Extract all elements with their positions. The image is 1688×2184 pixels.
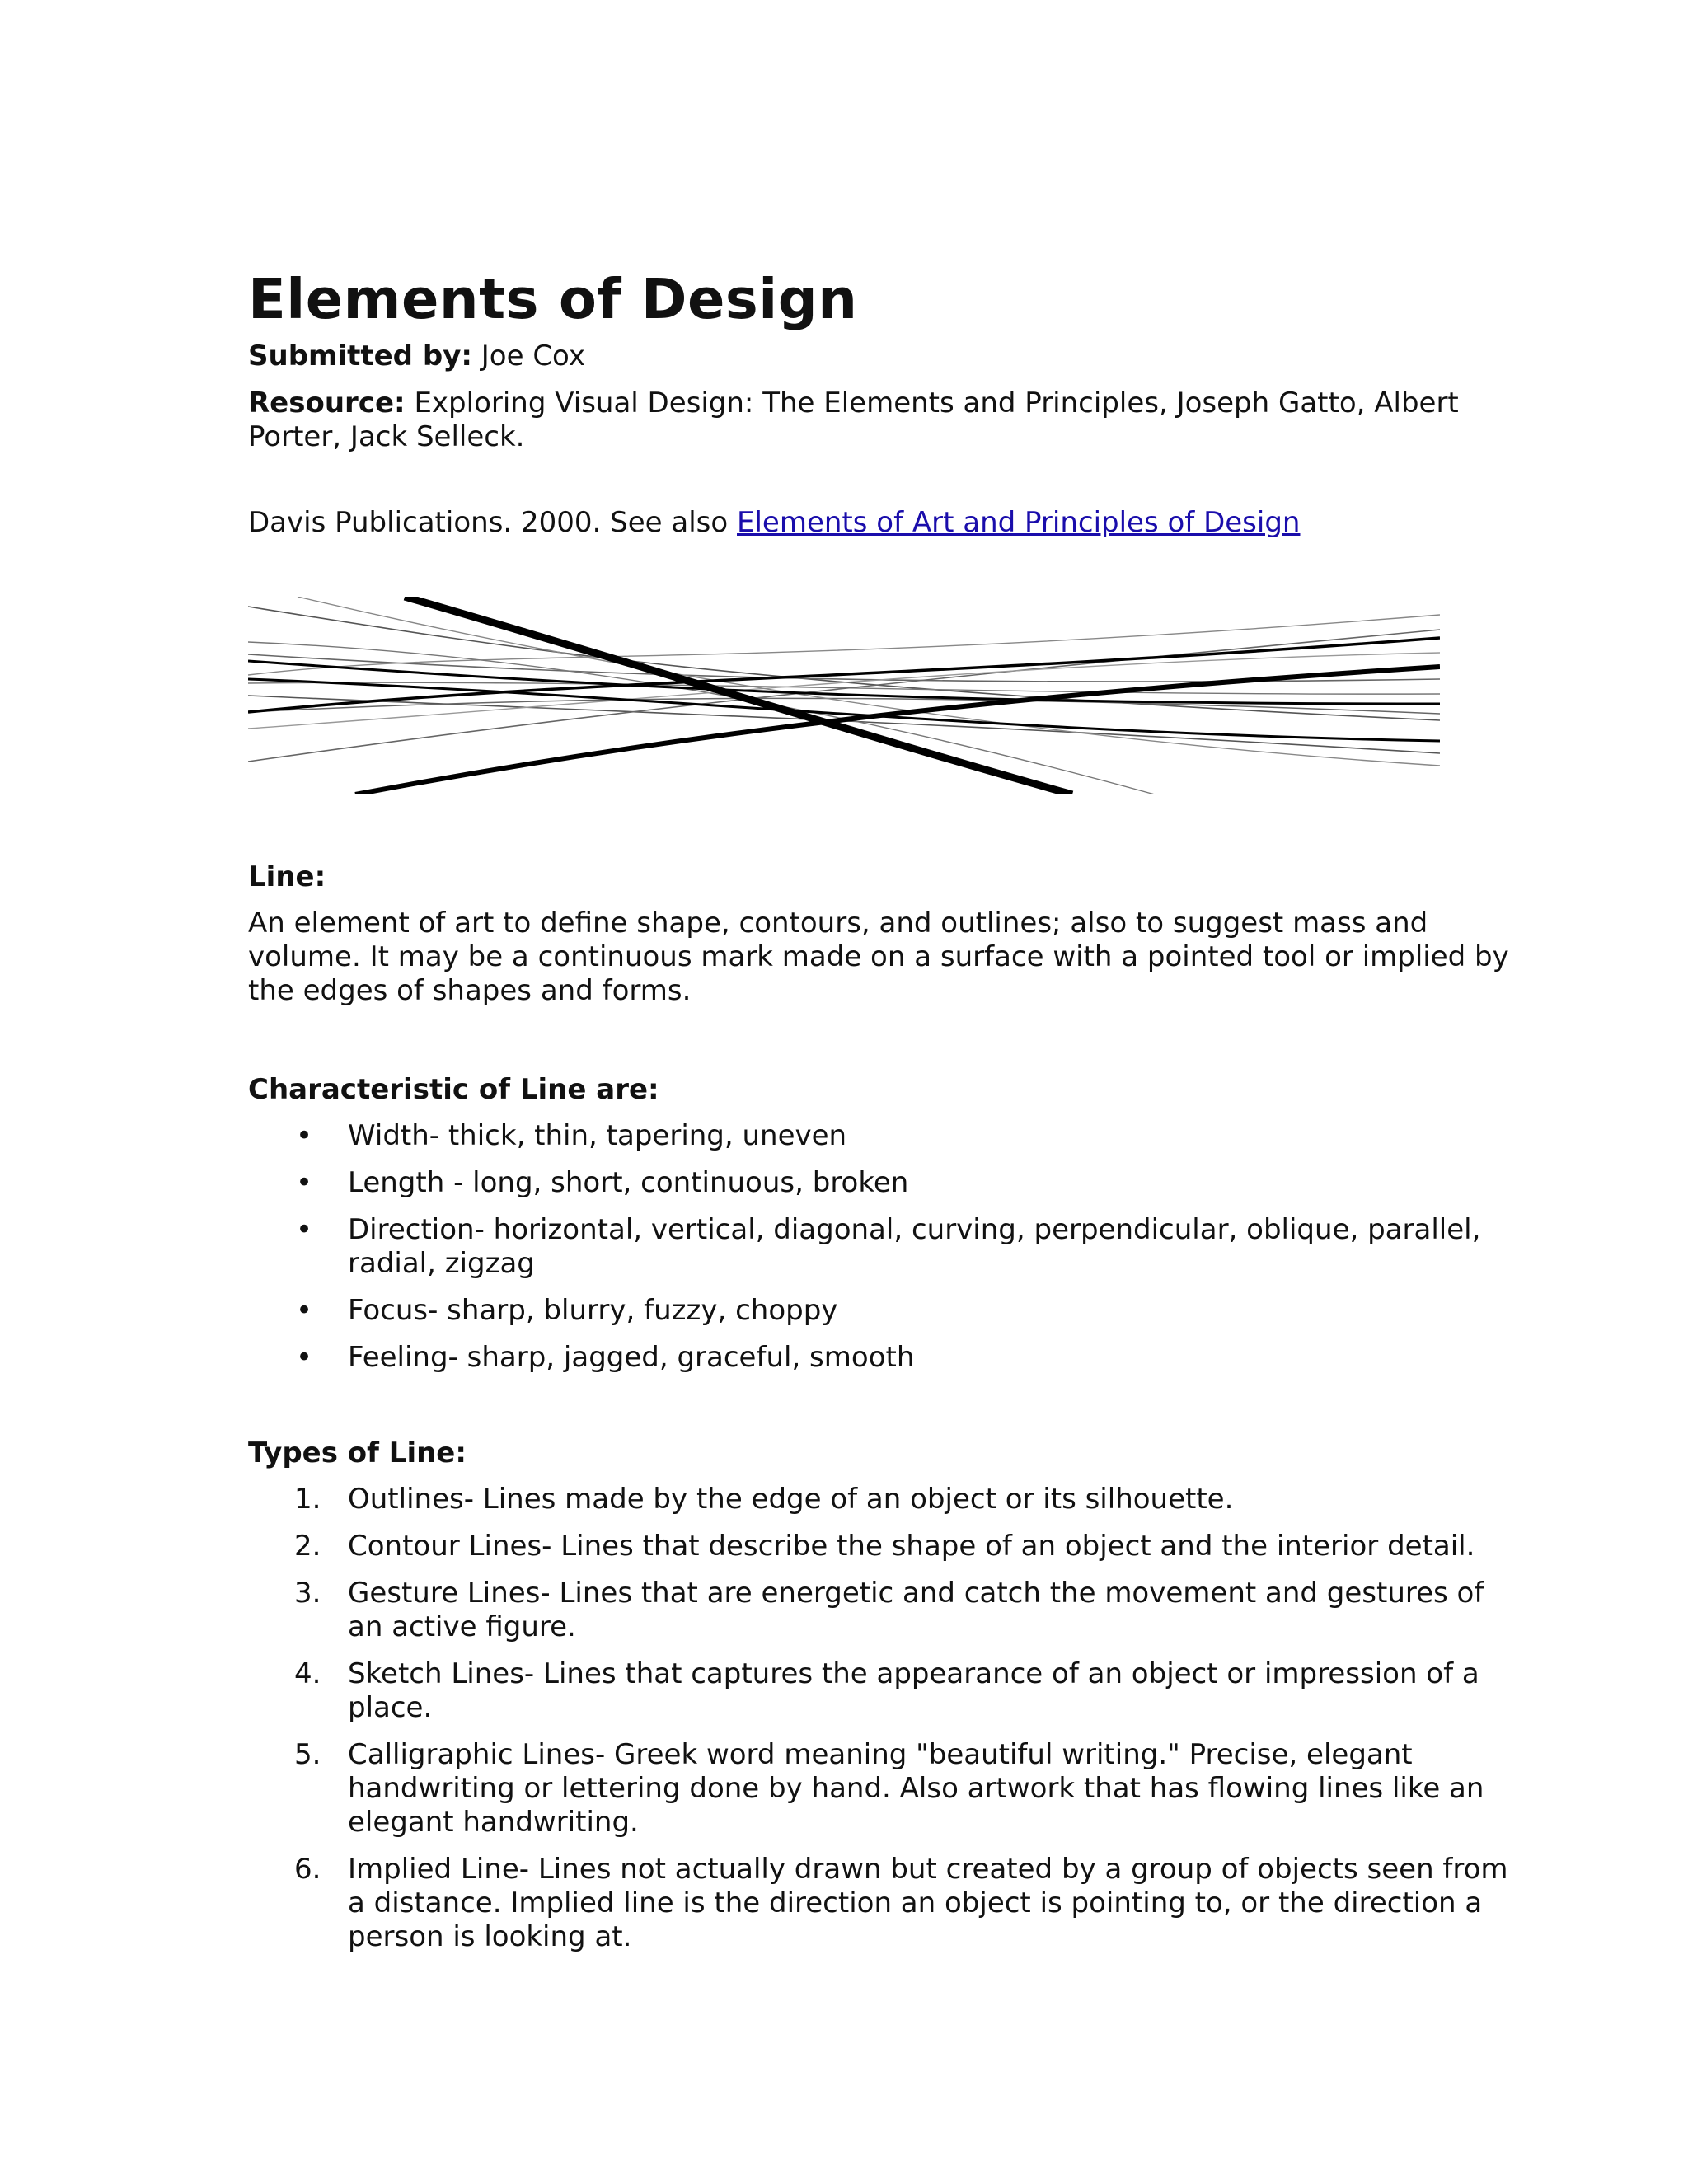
list-item-text: Contour Lines- Lines that describe the shape of an object and the interior detail. <box>348 1530 1475 1563</box>
list-item <box>248 1657 1518 1725</box>
list-item <box>248 1119 1518 1153</box>
list-item-text: Implied Line- Lines not actually drawn but created by a group of objects seen from a distance. Implied line is the direction an object is pointing to, or the direction a person is looking at. <box>348 1853 1508 1953</box>
list-item <box>248 1213 1518 1281</box>
list-item-text: Sketch Lines- Lines that captures the appearance of an object or impression of a place. <box>348 1657 1479 1724</box>
thin-line <box>248 615 1440 675</box>
bullet-mark: • <box>296 1341 313 1374</box>
resource-value: Exploring Visual Design: The Elements and Principles, Joseph Gatto, Albert Porter, Jack Selleck. <box>248 387 1459 453</box>
characteristics-list <box>248 1119 1534 1375</box>
list-number: 1. <box>294 1483 321 1516</box>
list-item-text: Feeling- sharp, jagged, graceful, smooth <box>348 1341 915 1374</box>
publisher-text: Davis Publications. 2000. See also <box>248 506 737 539</box>
list-item <box>248 1530 1518 1563</box>
list-number: 5. <box>294 1738 321 1771</box>
document-page <box>248 262 1534 1967</box>
bullet-mark: • <box>296 1166 313 1199</box>
list-number: 4. <box>294 1657 321 1690</box>
list-item-text: Direction- horizontal, vertical, diagonal, curving, perpendicular, oblique, parallel, radial, zigzag <box>348 1213 1481 1280</box>
list-number: 2. <box>294 1530 321 1563</box>
types-heading: Types of Line: <box>248 1436 467 1469</box>
lines-illustration <box>248 597 1440 794</box>
list-item <box>248 1341 1518 1375</box>
list-item <box>248 1853 1518 1954</box>
submitted-by-value: Joe Cox <box>481 340 585 373</box>
page-title: Elements of Design <box>248 267 858 331</box>
bullet-mark: • <box>296 1119 313 1152</box>
submitted-by-label: Submitted by: <box>248 340 472 373</box>
publisher-line <box>248 506 1534 540</box>
list-item-text: Width- thick, thin, tapering, uneven <box>348 1119 847 1152</box>
list-item-text: Gesture Lines- Lines that are energetic and catch the movement and gestures of an active figure. <box>348 1577 1484 1643</box>
resource-label: Resource: <box>248 387 406 419</box>
submitted-by-line <box>248 340 1534 373</box>
list-item-text: Focus- sharp, blurry, fuzzy, choppy <box>348 1294 838 1327</box>
line-heading: Line: <box>248 860 326 893</box>
list-item <box>248 1738 1518 1840</box>
list-number: 3. <box>294 1577 321 1610</box>
list-item <box>248 1166 1518 1200</box>
list-item-text: Length - long, short, continuous, broken <box>348 1166 909 1199</box>
list-item <box>248 1577 1518 1644</box>
list-number: 6. <box>294 1853 321 1886</box>
line-definition: An element of art to define shape, contours, and outlines; also to suggest mass and volume. It may be a continuous mark made on a surface with a pointed tool or implied by the edges of shapes and forms. <box>248 907 1509 1007</box>
list-item <box>248 1294 1518 1328</box>
list-item <box>248 1483 1518 1516</box>
list-item-text: Calligraphic Lines- Greek word meaning "beautiful writing." Precise, elegant handwriting or lettering done by hand. Also artwork that has flowing lines like an elegant handwriting. <box>348 1738 1484 1839</box>
bullet-mark: • <box>296 1294 313 1327</box>
thick-line <box>405 597 1072 794</box>
bullet-mark: • <box>296 1213 313 1246</box>
resource-line <box>248 387 1534 454</box>
types-list <box>248 1483 1534 1954</box>
elements-of-art-link[interactable]: Elements of Art and Principles of Design <box>737 506 1301 539</box>
list-item-text: Outlines- Lines made by the edge of an object or its silhouette. <box>348 1483 1234 1516</box>
characteristics-heading: Characteristic of Line are: <box>248 1073 659 1106</box>
